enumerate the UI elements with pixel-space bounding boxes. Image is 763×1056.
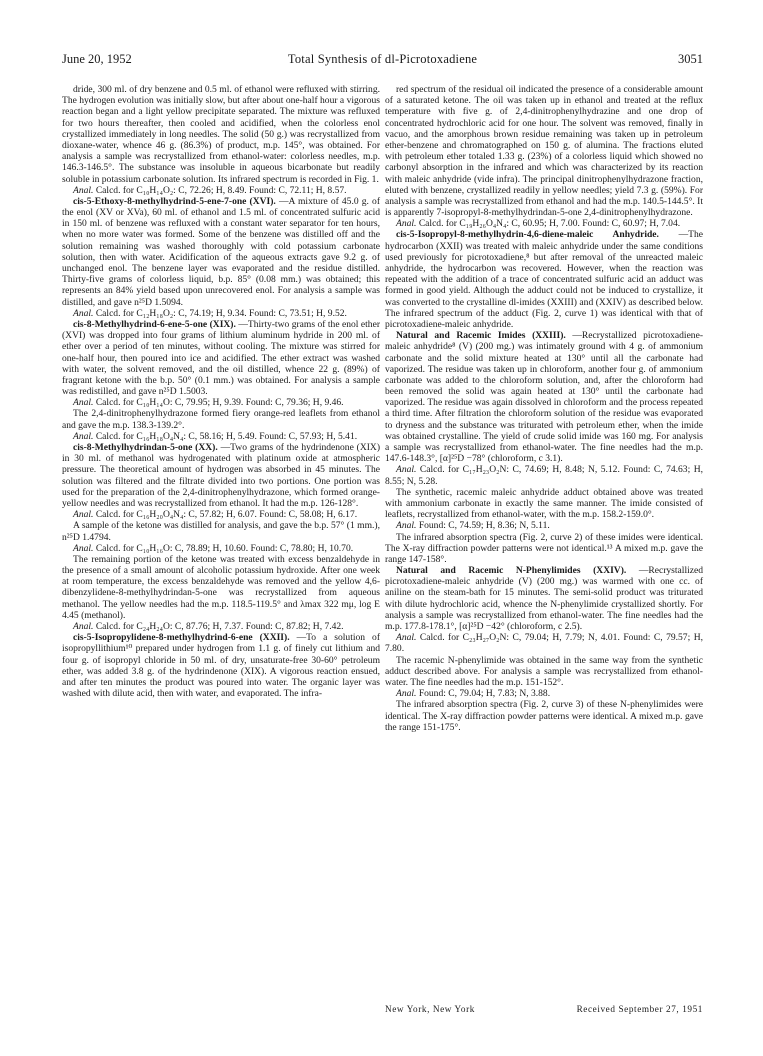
paragraph-text: —Recrystallized picrotoxadiene-maleic anhydride⁸ (V) (200 mg.) was intimately ground with 4 g. of ammonium carbonate and the solid mixture heated at 130° until all the carbonate had vaporized. The residue was taken up in chloroform, another four g. of ammonium carbonate was added to the chloroform solution, and, after the chloroform had been removed the solid was again heated at 130° until the carbonate had vaporized. The residue was again dissolved in chloroform and the process repeated a third time. After filtration the chloroform solution of the residue was evaporated to dryness and the substance was triturated with petroleum ether, when the imide was obtained crystalline. The yield of crude solid imide was 160 mg. For analysis a sample was recrystallized from ethanol-water. The fine needles had the m.p. 147.6-148.3°, [α]²⁵D −78° (chloroform, c 3.1).	[385, 330, 703, 465]
paragraph-text: Calcd. for C₂₃H₂₇O₂N: C, 79.04; H, 7.79; N, 4.01. Found: C, 79.57; H, 7.80.	[385, 632, 704, 655]
section-heading: cis-5-Ethoxy-8-methylhydrind-5-ene-7-one (XVI).	[73, 195, 276, 207]
body-paragraph	[385, 532, 703, 566]
body-paragraph	[385, 655, 703, 689]
analysis-label: Anal.	[396, 688, 417, 700]
paragraph-text: Calcd. for C₁₀H₁₄O₂: C, 72.26; H, 8.49. Found: C, 72.11; H, 8.57.	[95, 184, 347, 196]
left-column	[62, 84, 380, 699]
section-paragraph	[62, 319, 380, 397]
right-column	[385, 84, 703, 733]
paragraph-text: Found: C, 74.59; H, 8.36; N, 5.11.	[418, 520, 550, 532]
paragraph-text: —Recrystallized picrotoxadiene-maleic anhydride (V) (200 mg.) was warmed with one cc. of aniline on the steam-bath for 15 minutes. The semi-solid product was triturated with dilute hydrochloric acid, whence the N-phenylimide crystallized shortly. For analysis a sample was recrystallized from ethanol-water. The fine needles had the m.p. 177.8-178.1°, [α]²⁵D −42° (chloroform, c 2.5).	[385, 565, 703, 632]
paragraph-text: Calcd. for C₁₂H₁₈O₂: C, 74.19; H, 9.34. Found: C, 73.51; H, 9.52.	[95, 307, 347, 319]
body-paragraph	[62, 408, 380, 430]
paragraph-text: Found: C, 79.04; H, 7.83; N, 3.88.	[418, 688, 551, 700]
body-paragraph	[62, 84, 380, 185]
analysis-paragraph	[62, 185, 380, 196]
paragraph-text: The 2,4-dinitrophenylhydrazone formed fiery orange-red leaflets from ethanol and gave the m.p. 138.3-139.2°.	[62, 408, 380, 431]
analysis-paragraph	[385, 632, 703, 654]
body-paragraph	[62, 520, 380, 542]
section-heading: Natural and Racemic Imides (XXIII).	[396, 330, 566, 342]
author-location: New York, New York	[385, 1004, 475, 1014]
analysis-paragraph	[385, 688, 703, 699]
paragraph-text: Calcd. for C₁₇H₂₃O₂N: C, 74.69; H, 8.48; N, 5.12. Found: C, 74.63; H, 8.55; N, 5.28.	[385, 464, 704, 487]
section-paragraph	[62, 632, 380, 699]
analysis-label: Anal.	[73, 542, 94, 554]
paragraph-text: Calcd. for C₂₄H₂₄O: C, 87.76; H, 7.37. Found: C, 87.82; H, 7.42.	[95, 621, 344, 632]
analysis-label: Anal.	[396, 464, 417, 476]
paragraph-text: —A mixture of 45.0 g. of the enol (XV or XVa), 60 ml. of ethanol and 1.5 ml. of concentrated sulfuric acid in 150 ml. of benzene was refluxed with a constant water separator for ten hours, when no more water was formed. Some of the benzene was distilled off and the solution remaining was washed thoroughly with cold potassium carbonate solution, then with water. Acidification of the aqueous extracts gave 9.2 g. of unchanged enol. The benzene layer was evaporated and the residue distilled. Thirty-five grams of colorless liquid, b.p. 85° (0.08 mm.) was obtained; this represents an 84% yield based upon unrecovered enol. For analysis a sample was distilled, and gave n²⁵D 1.5094.	[62, 195, 380, 308]
paragraph-text: A sample of the ketone was distilled for analysis, and gave the b.p. 57° (1 mm.), n²⁵D 1.4794.	[62, 520, 380, 543]
page-number: 3051	[678, 52, 703, 66]
section-paragraph	[385, 565, 703, 632]
body-paragraph	[385, 487, 703, 521]
analysis-label: Anal.	[73, 397, 94, 409]
analysis-label: Anal.	[396, 632, 417, 644]
section-paragraph	[62, 442, 380, 509]
analysis-paragraph	[62, 431, 380, 442]
section-paragraph	[385, 229, 703, 330]
paragraph-text: Calcd. for C₁₆H₁₈O₄N₄: C, 58.16; H, 5.49. Found: C, 57.93; H, 5.41.	[95, 430, 358, 442]
paragraph-text: Calcd. for C₁₀H₁₄O: C, 79.95; H, 9.39. Found: C, 79.36; H, 9.46.	[95, 397, 344, 409]
section-heading: Natural and Racemic N-Phenylimides (XXIV).	[396, 565, 627, 577]
section-heading: cis-5-Isopropyl-8-methylhydrin-4,6-diene-maleic Anhydride.	[396, 229, 659, 241]
analysis-paragraph	[62, 397, 380, 408]
paragraph-text: —Thirty-two grams of the enol ether (XVI) was dropped into four grams of lithium aluminum hydride in 200 ml. of ether over a period of ten minutes, without cooling. The mixture was stirred for one-half hour, then poured into ice and acidified. The ether extract was washed with water, the solvent removed, and the oil distilled, whence 22 g. (89%) of fragrant ketone with the b.p. 50° (0.1 mm.) was obtained. For analysis a sample was redistilled, and gave n²⁵D 1.5003.	[62, 318, 380, 398]
paragraph-text: —The hydrocarbon (XXII) was treated with maleic anhydride under the same conditions used previously for picrotoxadiene,⁸ but after removal of the unreacted maleic anhydride, the hydrocarbon was recovered. However, when the reaction was repeated with the addition of a trace of concentrated sulfuric acid an adduct was formed in good yield. Although the adduct could not be induced to crystallize, it was converted to the crystalline dl-imides (XXIII) and (XXIV) as described below. The infrared spectrum of the adduct (Fig. 2, curve 1) was identical with that of picrotoxadiene-maleic anhydride.	[385, 229, 703, 330]
section-heading: cis-8-Methylhydrindan-5-one (XX).	[73, 442, 218, 453]
section-heading: cis-8-Methylhydrind-6-ene-5-one (XIX).	[73, 318, 236, 330]
analysis-label: Anal.	[73, 509, 94, 521]
paragraph-text: Calcd. for C₁₆H₂₀O₄N₄: C, 57.82; H, 6.07. Found: C, 58.08; H, 6.17.	[95, 509, 358, 521]
analysis-label: Anal.	[396, 218, 417, 230]
body-paragraph	[385, 699, 703, 733]
paragraph-text: —To a solution of isopropyllithium¹⁰ prepared under hydrogen from 1.1 g. of finely cut lithium and four g. of isopropyl chloride in 50 ml. of dry, unsaturate-free 30-60° petroleum ether, was added 3.8 g. of the hydrindenone (XIX). A vigorous reaction ensued, and after ten minutes the product was poured into water. The organic layer was washed with dilute acid, then with water, and evaporated. The infra-	[62, 632, 381, 700]
page-footer	[385, 1004, 703, 1018]
analysis-paragraph	[385, 520, 703, 531]
section-heading: cis-5-Isopropylidene-8-methylhydrind-6-ene (XXII).	[73, 632, 290, 644]
analysis-label: Anal.	[73, 430, 94, 442]
paragraph-text: The remaining portion of the ketone was treated with excess benzaldehyde in the presence of a small amount of alcoholic potassium hydroxide. After one week at room temperature, the excess benzaldehyde was removed and the yellow 4,6-dibenzylidene-8-methylhydrindan-5-one was recrystallized from aqueous methanol. The yellow needles had the m.p. 118.5-119.5° and λmax 322 mμ, log E 4.45 (methanol).	[62, 553, 380, 621]
paragraph-text: The racemic N-phenylimide was obtained in the same way from the synthetic adduct described above. For analysis a sample was recrystallized from ethanol-water. The fine needles had the m.p. 151-152°.	[385, 654, 703, 688]
paragraph-text: Calcd. for C₁₀H₁₆O: C, 78.89; H, 10.60. Found: C, 78.80; H, 10.70.	[95, 542, 354, 554]
analysis-paragraph	[385, 464, 703, 486]
body-paragraph	[385, 84, 703, 218]
analysis-paragraph	[62, 509, 380, 520]
paragraph-text: Calcd. for C₁₉H₂₆O₄N₄: C, 60.95; H, 7.00. Found: C, 60.97; H, 7.04.	[418, 218, 681, 230]
running-title: Total Synthesis of dl-Picrotoxadiene	[287, 52, 478, 66]
paragraph-text: dride, 300 ml. of dry benzene and 0.5 ml. of ethanol were refluxed with stirring. The hydrogen evolution was initially slow, but after about one-half hour a vigorous reaction began and a light yellow precipitate separated. The mixture was refluxed for two hours thereafter, then cooled and acidified, when the colorless enol crystallized immediately in long needles. The solid (50 g.) was recrystallized from dioxane-water, whence 46 g. (86.3%) of product, m.p. 145°, was obtained. For analysis a sample was recrystallized from ethanol-water: colorless needles, m.p. 146.3-146.5°. The substance was insoluble in aqueous bicarbonate but readily soluble in potassium carbonate solution. Its infrared spectrum is recorded in Fig. 1.	[62, 84, 380, 185]
paragraph-text: —Two grams of the hydrindenone (XIX) in 30 ml. of methanol was hydrogenated with platinum oxide at atmospheric pressure. The theoretical amount of hydrogen was absorbed in 45 minutes. The solution was filtered and the filtrate divided into two portions. One portion was used for the preparation of the 2,4-dinitrophenylhydrazone, which formed orange-yellow needles and was recrystallized from ethanol. It had the m.p. 126-128°.	[62, 442, 380, 509]
paragraph-text: The synthetic, racemic maleic anhydride adduct obtained above was treated with ammonium carbonate in exactly the same manner. The imide consisted of leaflets, recrystallized from ethanol-water, with the m.p. 158.2-159.0°.	[385, 486, 703, 521]
section-paragraph	[62, 196, 380, 308]
analysis-label: Anal.	[73, 184, 94, 196]
analysis-paragraph	[62, 621, 380, 632]
received-date: Received September 27, 1951	[576, 1004, 703, 1014]
analysis-paragraph	[385, 218, 703, 229]
page-header	[62, 52, 703, 70]
analysis-label: Anal.	[73, 621, 94, 632]
issue-date: June 20, 1952	[62, 52, 132, 66]
analysis-paragraph	[62, 308, 380, 319]
analysis-paragraph	[62, 543, 380, 554]
paragraph-text: The infrared absorption spectra (Fig. 2, curve 2) of these imides were identical. The X-ray diffraction powder patterns were not identical.¹³ A mixed m.p. gave the range 147-158°.	[385, 531, 703, 565]
paragraph-text: The infrared absorption spectra (Fig. 2, curve 3) of these N-phenylimides were identical. The X-ray diffraction powder patterns were identical. A mixed m.p. gave the range 151-175°.	[385, 699, 703, 733]
section-paragraph	[385, 330, 703, 464]
paragraph-text: red spectrum of the residual oil indicated the presence of a considerable amount of a saturated ketone. The oil was taken up in ethanol and treated at the reflux temperature with five g. of 2,4-dinitrophenylhydrazine and one drop of concentrated hydrochloric acid for one hour. The solvent was removed, finally in vacuo, and the amorphous brown residue remaining was taken up in petroleum ether-benzene and chromatographed on 150 g. of alumina. The fractions eluted with petroleum ether totaled 1.33 g. (23%) of a colorless liquid which showed no carbonyl absorption in the infrared and which was characterized by its reaction with maleic anhydride (vide infra). The principal dinitrophenylhydrazone fraction, eluted with benzene, crystallized readily in yellow needles; yield 7.3 g. (59%). For analysis a sample was recrystallized from ethanol and had the m.p. 140.5-144.5°. It is apparently 7-isopropyl-8-methylhydrindan-5-one 2,4-dinitrophenylhydrazone.	[385, 84, 703, 219]
analysis-label: Anal.	[396, 520, 417, 532]
analysis-label: Anal.	[73, 307, 94, 319]
body-paragraph	[62, 554, 380, 621]
